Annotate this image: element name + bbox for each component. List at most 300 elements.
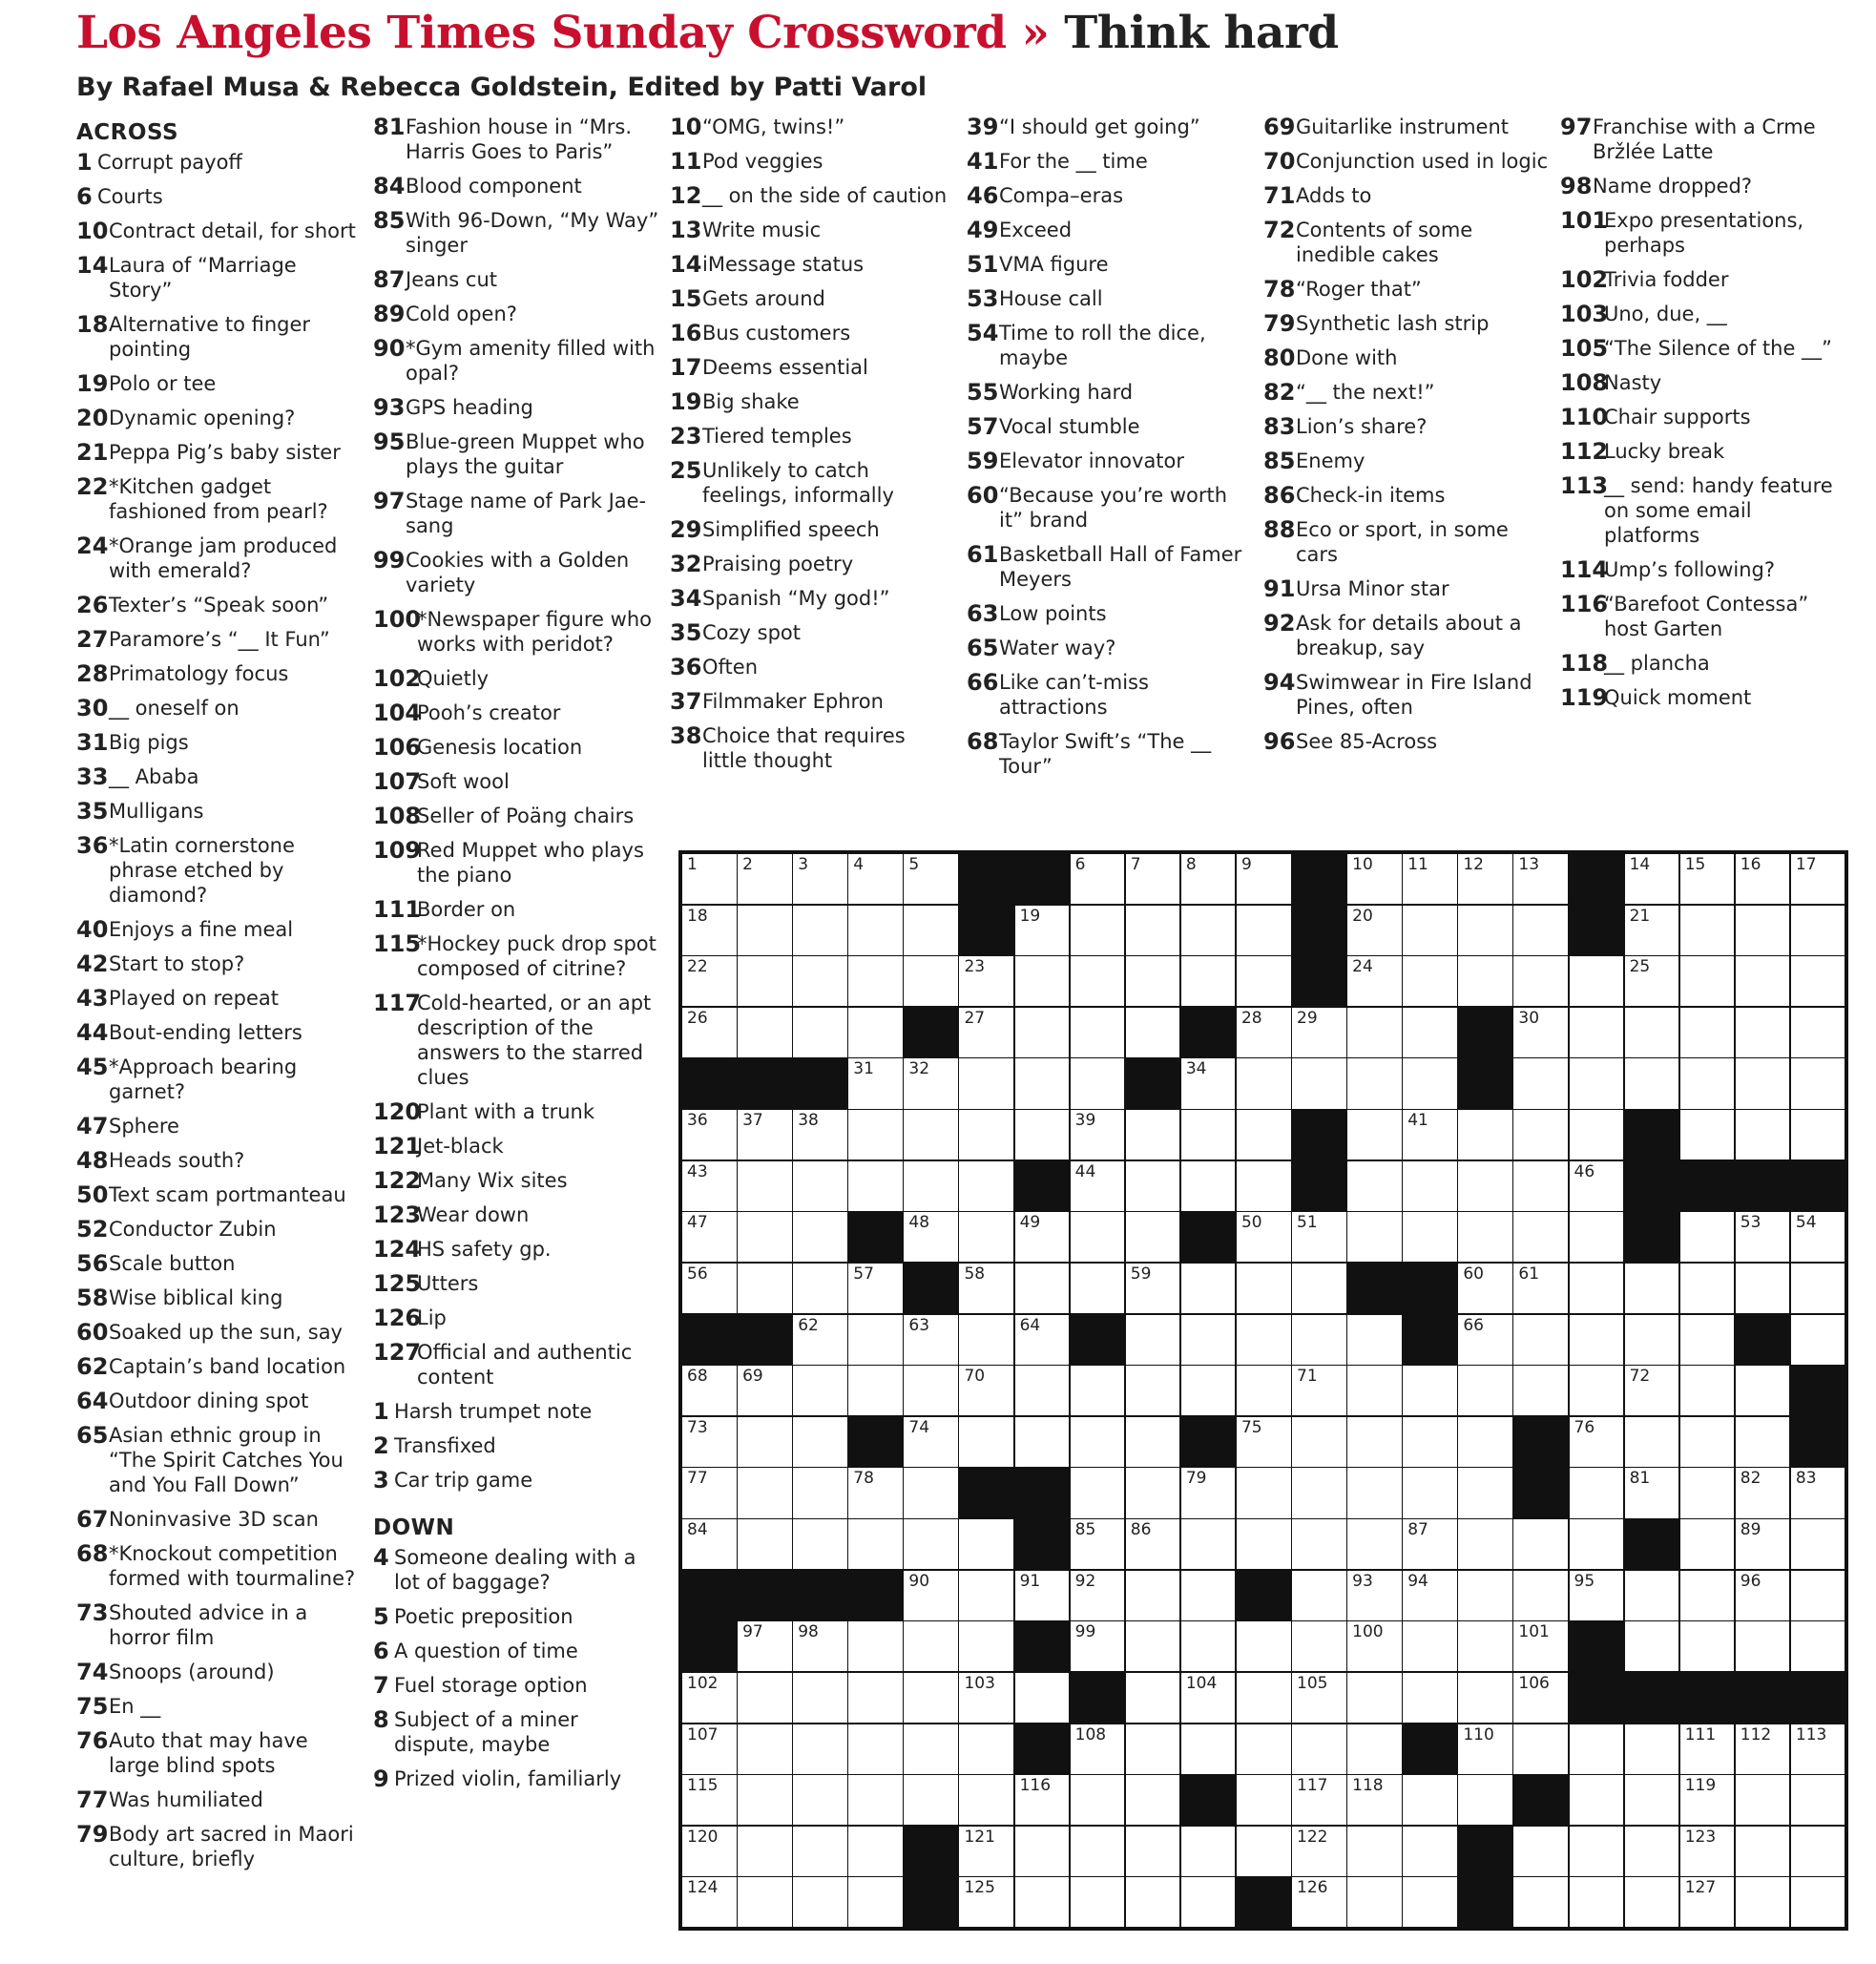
- grid-cell[interactable]: [1014, 955, 1071, 1007]
- grid-cell[interactable]: [1790, 1211, 1846, 1263]
- grid-cell[interactable]: [1402, 1109, 1458, 1160]
- grid-cell[interactable]: [1291, 1211, 1347, 1263]
- grid-cell[interactable]: [1346, 905, 1403, 956]
- grid-cell[interactable]: [1624, 1724, 1680, 1775]
- clue-item[interactable]: [76, 474, 363, 524]
- clue-item[interactable]: [76, 406, 363, 430]
- clue-item[interactable]: [76, 986, 363, 1011]
- clue-item[interactable]: [373, 1399, 659, 1424]
- grid-cell[interactable]: [792, 1467, 848, 1518]
- clue-item[interactable]: [967, 252, 1253, 277]
- grid-cell[interactable]: [847, 1365, 904, 1416]
- grid-cell[interactable]: [958, 1314, 1014, 1366]
- grid-cell[interactable]: [1457, 1672, 1513, 1724]
- clue-item[interactable]: [1263, 277, 1550, 302]
- grid-cell[interactable]: [1569, 1057, 1625, 1109]
- grid-cell[interactable]: [1125, 1007, 1181, 1058]
- clue-item[interactable]: [670, 655, 956, 679]
- grid-cell[interactable]: [1457, 1109, 1513, 1160]
- grid-cell[interactable]: [903, 1467, 959, 1518]
- grid-cell[interactable]: [1735, 1365, 1791, 1416]
- clue-item[interactable]: [1560, 473, 1846, 548]
- grid-cell[interactable]: [1125, 1160, 1181, 1212]
- clue-item[interactable]: [1560, 208, 1846, 258]
- clue-item[interactable]: [967, 636, 1253, 660]
- grid-cell[interactable]: [1125, 1211, 1181, 1263]
- grid-cell[interactable]: [903, 1620, 959, 1672]
- grid-cell[interactable]: [1180, 1160, 1237, 1212]
- grid-cell[interactable]: [847, 853, 904, 905]
- grid-cell[interactable]: [1070, 1416, 1126, 1468]
- grid-cell[interactable]: [737, 1365, 793, 1416]
- grid-cell[interactable]: [1679, 1007, 1736, 1058]
- grid-cell[interactable]: [1512, 1672, 1569, 1724]
- clue-item[interactable]: [373, 735, 659, 760]
- grid-cell[interactable]: [1291, 1467, 1347, 1518]
- grid-cell[interactable]: [1180, 955, 1237, 1007]
- grid-cell[interactable]: [1569, 1518, 1625, 1570]
- grid-cell[interactable]: [1014, 1774, 1071, 1826]
- grid-cell[interactable]: [792, 1774, 848, 1826]
- clue-item[interactable]: [373, 115, 659, 164]
- grid-cell[interactable]: [1070, 853, 1126, 905]
- grid-cell[interactable]: [1790, 1263, 1846, 1314]
- grid-cell[interactable]: [1679, 1724, 1736, 1775]
- grid-cell[interactable]: [681, 1672, 738, 1724]
- grid-cell[interactable]: [1735, 1570, 1791, 1621]
- grid-cell[interactable]: [681, 1211, 738, 1263]
- grid-cell[interactable]: [1569, 1724, 1625, 1775]
- clue-item[interactable]: [373, 769, 659, 794]
- grid-cell[interactable]: [1236, 1518, 1292, 1570]
- grid-cell[interactable]: [958, 1620, 1014, 1672]
- grid-cell[interactable]: [1790, 1057, 1846, 1109]
- clue-item[interactable]: [670, 218, 956, 242]
- grid-cell[interactable]: [1679, 1109, 1736, 1160]
- grid-cell[interactable]: [1236, 1007, 1292, 1058]
- grid-cell[interactable]: [1512, 905, 1569, 956]
- grid-cell[interactable]: [1512, 1109, 1569, 1160]
- grid-cell[interactable]: [1291, 1263, 1347, 1314]
- grid-cell[interactable]: [1790, 1518, 1846, 1570]
- clue-item[interactable]: [670, 252, 956, 277]
- grid-cell[interactable]: [1014, 1365, 1071, 1416]
- grid-cell[interactable]: [1236, 1672, 1292, 1724]
- grid-cell[interactable]: [792, 1263, 848, 1314]
- grid-cell[interactable]: [847, 1467, 904, 1518]
- clue-item[interactable]: [76, 1182, 363, 1207]
- grid-cell[interactable]: [1569, 1263, 1625, 1314]
- grid-cell[interactable]: [847, 1314, 904, 1366]
- clue-item[interactable]: [76, 253, 363, 303]
- grid-cell[interactable]: [903, 1774, 959, 1826]
- clue-item[interactable]: [967, 483, 1253, 533]
- clue-item[interactable]: [1560, 370, 1846, 395]
- clue-item[interactable]: [373, 897, 659, 922]
- grid-cell[interactable]: [1180, 1570, 1237, 1621]
- clue-item[interactable]: [1560, 651, 1846, 676]
- clue-item[interactable]: [1263, 517, 1550, 567]
- grid-cell[interactable]: [1624, 1826, 1680, 1877]
- grid-cell[interactable]: [1180, 1826, 1237, 1877]
- grid-cell[interactable]: [903, 1570, 959, 1621]
- grid-cell[interactable]: [1180, 1724, 1237, 1775]
- grid-cell[interactable]: [1070, 955, 1126, 1007]
- grid-cell[interactable]: [1402, 853, 1458, 905]
- clue-item[interactable]: [76, 1660, 363, 1684]
- grid-cell[interactable]: [1180, 1518, 1237, 1570]
- clue-item[interactable]: [967, 729, 1253, 779]
- clue-item[interactable]: [76, 1354, 363, 1379]
- grid-cell[interactable]: [1346, 1876, 1403, 1928]
- grid-cell[interactable]: [1457, 1518, 1513, 1570]
- grid-cell[interactable]: [1070, 1365, 1126, 1416]
- grid-cell[interactable]: [681, 1876, 738, 1928]
- grid-cell[interactable]: [1790, 853, 1846, 905]
- grid-cell[interactable]: [1236, 1826, 1292, 1877]
- grid-cell[interactable]: [1180, 1467, 1237, 1518]
- clue-item[interactable]: [967, 218, 1253, 242]
- grid-cell[interactable]: [1125, 955, 1181, 1007]
- clue-item[interactable]: [373, 1433, 659, 1458]
- clue-item[interactable]: [76, 1285, 363, 1310]
- grid-cell[interactable]: [1790, 1109, 1846, 1160]
- grid-cell[interactable]: [737, 1007, 793, 1058]
- clue-item[interactable]: [670, 355, 956, 380]
- grid-cell[interactable]: [792, 1620, 848, 1672]
- grid-cell[interactable]: [681, 1160, 738, 1212]
- grid-cell[interactable]: [1624, 1416, 1680, 1468]
- grid-cell[interactable]: [903, 1724, 959, 1775]
- clue-item[interactable]: [76, 1507, 363, 1532]
- grid-cell[interactable]: [792, 1826, 848, 1877]
- grid-cell[interactable]: [1624, 1774, 1680, 1826]
- grid-cell[interactable]: [1512, 1826, 1569, 1877]
- clue-item[interactable]: [1263, 311, 1550, 336]
- grid-cell[interactable]: [1569, 1160, 1625, 1212]
- grid-cell[interactable]: [1402, 1160, 1458, 1212]
- clue-item[interactable]: [373, 1202, 659, 1227]
- grid-cell[interactable]: [1679, 1263, 1736, 1314]
- grid-cell[interactable]: [1402, 1620, 1458, 1672]
- grid-cell[interactable]: [1735, 1518, 1791, 1570]
- grid-cell[interactable]: [1624, 1314, 1680, 1366]
- clue-item[interactable]: [1560, 685, 1846, 710]
- grid-cell[interactable]: [1457, 905, 1513, 956]
- grid-cell[interactable]: [1735, 1007, 1791, 1058]
- grid-cell[interactable]: [1346, 1518, 1403, 1570]
- grid-cell[interactable]: [1180, 853, 1237, 905]
- grid-cell[interactable]: [1790, 1774, 1846, 1826]
- grid-cell[interactable]: [1014, 905, 1071, 956]
- grid-cell[interactable]: [1070, 1570, 1126, 1621]
- grid-cell[interactable]: [1735, 955, 1791, 1007]
- grid-cell[interactable]: [1569, 1774, 1625, 1826]
- grid-cell[interactable]: [1346, 1160, 1403, 1212]
- grid-cell[interactable]: [1291, 1365, 1347, 1416]
- grid-cell[interactable]: [903, 1314, 959, 1366]
- clue-item[interactable]: [76, 917, 363, 942]
- grid-cell[interactable]: [1569, 1007, 1625, 1058]
- grid-cell[interactable]: [1457, 955, 1513, 1007]
- grid-cell[interactable]: [1512, 853, 1569, 905]
- clue-item[interactable]: [373, 1545, 659, 1595]
- clue-item[interactable]: [1263, 729, 1550, 754]
- grid-cell[interactable]: [1236, 853, 1292, 905]
- grid-cell[interactable]: [1346, 955, 1403, 1007]
- grid-cell[interactable]: [1569, 1416, 1625, 1468]
- grid-cell[interactable]: [1070, 1057, 1126, 1109]
- clue-item[interactable]: [76, 799, 363, 824]
- clue-item[interactable]: [1560, 557, 1846, 582]
- grid-cell[interactable]: [958, 1570, 1014, 1621]
- grid-cell[interactable]: [737, 1416, 793, 1468]
- grid-cell[interactable]: [1014, 1109, 1071, 1160]
- clue-item[interactable]: [76, 312, 363, 362]
- grid-cell[interactable]: [1457, 1416, 1513, 1468]
- grid-cell[interactable]: [1402, 1467, 1458, 1518]
- grid-cell[interactable]: [681, 1774, 738, 1826]
- grid-cell[interactable]: [847, 955, 904, 1007]
- grid-cell[interactable]: [1512, 1876, 1569, 1928]
- grid-cell[interactable]: [1457, 1467, 1513, 1518]
- grid-cell[interactable]: [1735, 1416, 1791, 1468]
- grid-cell[interactable]: [1291, 1672, 1347, 1724]
- clue-item[interactable]: [76, 1055, 363, 1104]
- grid-cell[interactable]: [737, 1160, 793, 1212]
- grid-cell[interactable]: [958, 1263, 1014, 1314]
- grid-cell[interactable]: [1070, 1774, 1126, 1826]
- grid-cell[interactable]: [737, 1876, 793, 1928]
- clue-item[interactable]: [967, 542, 1253, 592]
- grid-cell[interactable]: [1512, 1314, 1569, 1366]
- grid-cell[interactable]: [958, 1518, 1014, 1570]
- clue-item[interactable]: [670, 586, 956, 611]
- grid-cell[interactable]: [1512, 1365, 1569, 1416]
- grid-cell[interactable]: [1679, 1774, 1736, 1826]
- grid-cell[interactable]: [1457, 853, 1513, 905]
- grid-cell[interactable]: [1291, 1774, 1347, 1826]
- clue-item[interactable]: [1263, 449, 1550, 473]
- grid-cell[interactable]: [847, 1007, 904, 1058]
- grid-cell[interactable]: [681, 1416, 738, 1468]
- grid-cell[interactable]: [1790, 1620, 1846, 1672]
- grid-cell[interactable]: [1291, 1620, 1347, 1672]
- grid-cell[interactable]: [1180, 905, 1237, 956]
- grid-cell[interactable]: [847, 1826, 904, 1877]
- clue-item[interactable]: [670, 321, 956, 345]
- grid-cell[interactable]: [1624, 1467, 1680, 1518]
- grid-cell[interactable]: [847, 1109, 904, 1160]
- grid-cell[interactable]: [1236, 1467, 1292, 1518]
- grid-cell[interactable]: [1569, 1876, 1625, 1928]
- grid-cell[interactable]: [1735, 1724, 1791, 1775]
- clue-item[interactable]: [1560, 302, 1846, 326]
- clue-item[interactable]: [76, 764, 363, 789]
- grid-cell[interactable]: [1457, 1365, 1513, 1416]
- grid-cell[interactable]: [737, 1109, 793, 1160]
- clue-item[interactable]: [76, 1728, 363, 1778]
- grid-cell[interactable]: [681, 853, 738, 905]
- grid-cell[interactable]: [1735, 1826, 1791, 1877]
- grid-cell[interactable]: [1125, 1263, 1181, 1314]
- grid-cell[interactable]: [1125, 1774, 1181, 1826]
- clue-item[interactable]: [373, 1766, 659, 1791]
- grid-cell[interactable]: [737, 853, 793, 905]
- grid-cell[interactable]: [1291, 1724, 1347, 1775]
- clue-item[interactable]: [670, 149, 956, 174]
- grid-cell[interactable]: [1735, 905, 1791, 956]
- grid-cell[interactable]: [1291, 1416, 1347, 1468]
- grid-cell[interactable]: [737, 1724, 793, 1775]
- clue-item[interactable]: [76, 1787, 363, 1812]
- grid-cell[interactable]: [903, 1057, 959, 1109]
- clue-item[interactable]: [76, 730, 363, 755]
- grid-cell[interactable]: [1402, 1518, 1458, 1570]
- grid-cell[interactable]: [792, 955, 848, 1007]
- grid-cell[interactable]: [1125, 1314, 1181, 1366]
- clue-item[interactable]: [1560, 592, 1846, 641]
- grid-cell[interactable]: [847, 1160, 904, 1212]
- grid-cell[interactable]: [1125, 1416, 1181, 1468]
- grid-cell[interactable]: [958, 1007, 1014, 1058]
- clue-item[interactable]: [373, 1673, 659, 1698]
- grid-cell[interactable]: [1070, 1109, 1126, 1160]
- clue-item[interactable]: [373, 1099, 659, 1124]
- grid-cell[interactable]: [1180, 1620, 1237, 1672]
- grid-cell[interactable]: [792, 1672, 848, 1724]
- grid-cell[interactable]: [1014, 1263, 1071, 1314]
- grid-cell[interactable]: [737, 1263, 793, 1314]
- grid-cell[interactable]: [1346, 1672, 1403, 1724]
- grid-cell[interactable]: [1236, 1314, 1292, 1366]
- grid-cell[interactable]: [737, 1211, 793, 1263]
- grid-cell[interactable]: [1679, 1416, 1736, 1468]
- grid-cell[interactable]: [1790, 1876, 1846, 1928]
- clue-item[interactable]: [373, 174, 659, 198]
- grid-cell[interactable]: [1291, 1314, 1347, 1366]
- grid-cell[interactable]: [903, 1109, 959, 1160]
- grid-cell[interactable]: [1346, 853, 1403, 905]
- grid-cell[interactable]: [1735, 1109, 1791, 1160]
- clue-item[interactable]: [670, 286, 956, 311]
- grid-cell[interactable]: [958, 1826, 1014, 1877]
- grid-cell[interactable]: [1291, 1826, 1347, 1877]
- grid-cell[interactable]: [1735, 1263, 1791, 1314]
- grid-cell[interactable]: [847, 1263, 904, 1314]
- clue-item[interactable]: [373, 548, 659, 597]
- clue-item[interactable]: [670, 552, 956, 576]
- grid-cell[interactable]: [1679, 1620, 1736, 1672]
- clue-item[interactable]: [373, 1306, 659, 1330]
- grid-cell[interactable]: [1512, 1211, 1569, 1263]
- clue-item[interactable]: [1263, 345, 1550, 370]
- grid-cell[interactable]: [1236, 1160, 1292, 1212]
- grid-cell[interactable]: [792, 1724, 848, 1775]
- clue-item[interactable]: [373, 1340, 659, 1389]
- clue-item[interactable]: [373, 336, 659, 386]
- grid-cell[interactable]: [1180, 1263, 1237, 1314]
- grid-cell[interactable]: [1457, 1160, 1513, 1212]
- grid-cell[interactable]: [1236, 1263, 1292, 1314]
- grid-cell[interactable]: [847, 1774, 904, 1826]
- grid-cell[interactable]: [1512, 1620, 1569, 1672]
- grid-cell[interactable]: [1512, 1057, 1569, 1109]
- grid-cell[interactable]: [792, 1518, 848, 1570]
- clue-item[interactable]: [1560, 439, 1846, 464]
- clue-item[interactable]: [967, 449, 1253, 473]
- clue-item[interactable]: [76, 1541, 363, 1591]
- clue-item[interactable]: [76, 1217, 363, 1242]
- grid-cell[interactable]: [958, 955, 1014, 1007]
- grid-cell[interactable]: [1512, 955, 1569, 1007]
- grid-cell[interactable]: [1457, 1263, 1513, 1314]
- clue-item[interactable]: [76, 150, 363, 175]
- grid-cell[interactable]: [1125, 1518, 1181, 1570]
- clue-item[interactable]: [373, 1271, 659, 1296]
- grid-cell[interactable]: [1346, 1774, 1403, 1826]
- grid-cell[interactable]: [1070, 1826, 1126, 1877]
- clue-item[interactable]: [967, 670, 1253, 720]
- grid-cell[interactable]: [958, 1109, 1014, 1160]
- grid-cell[interactable]: [737, 905, 793, 956]
- grid-cell[interactable]: [903, 1416, 959, 1468]
- grid-cell[interactable]: [1236, 1724, 1292, 1775]
- clue-item[interactable]: [1560, 174, 1846, 198]
- grid-cell[interactable]: [903, 1365, 959, 1416]
- clue-item[interactable]: [670, 723, 956, 773]
- grid-cell[interactable]: [792, 1160, 848, 1212]
- clue-item[interactable]: [76, 1148, 363, 1173]
- grid-cell[interactable]: [958, 1416, 1014, 1468]
- grid-cell[interactable]: [1679, 1518, 1736, 1570]
- grid-cell[interactable]: [1735, 1774, 1791, 1826]
- clue-item[interactable]: [967, 380, 1253, 405]
- grid-cell[interactable]: [1790, 955, 1846, 1007]
- grid-cell[interactable]: [847, 1876, 904, 1928]
- grid-cell[interactable]: [1402, 1570, 1458, 1621]
- clue-item[interactable]: [373, 1639, 659, 1663]
- grid-cell[interactable]: [1014, 1876, 1071, 1928]
- grid-cell[interactable]: [1624, 1365, 1680, 1416]
- grid-cell[interactable]: [1070, 1263, 1126, 1314]
- grid-cell[interactable]: [792, 1314, 848, 1366]
- clue-item[interactable]: [373, 208, 659, 258]
- grid-cell[interactable]: [681, 1518, 738, 1570]
- clue-item[interactable]: [670, 183, 956, 208]
- clue-item[interactable]: [76, 1389, 363, 1413]
- grid-cell[interactable]: [1236, 1109, 1292, 1160]
- clue-item[interactable]: [1263, 149, 1550, 174]
- grid-cell[interactable]: [1457, 1774, 1513, 1826]
- clue-item[interactable]: [1263, 183, 1550, 208]
- clue-item[interactable]: [1560, 405, 1846, 429]
- grid-cell[interactable]: [1679, 955, 1736, 1007]
- grid-cell[interactable]: [1180, 1057, 1237, 1109]
- grid-cell[interactable]: [1569, 1826, 1625, 1877]
- grid-cell[interactable]: [1291, 1570, 1347, 1621]
- grid-cell[interactable]: [792, 905, 848, 956]
- grid-cell[interactable]: [903, 853, 959, 905]
- grid-cell[interactable]: [1402, 1416, 1458, 1468]
- grid-cell[interactable]: [1402, 1057, 1458, 1109]
- grid-cell[interactable]: [847, 1057, 904, 1109]
- grid-cell[interactable]: [737, 1826, 793, 1877]
- clue-item[interactable]: [373, 804, 659, 828]
- grid-cell[interactable]: [1346, 1365, 1403, 1416]
- clue-item[interactable]: [373, 1604, 659, 1629]
- clue-item[interactable]: [670, 389, 956, 414]
